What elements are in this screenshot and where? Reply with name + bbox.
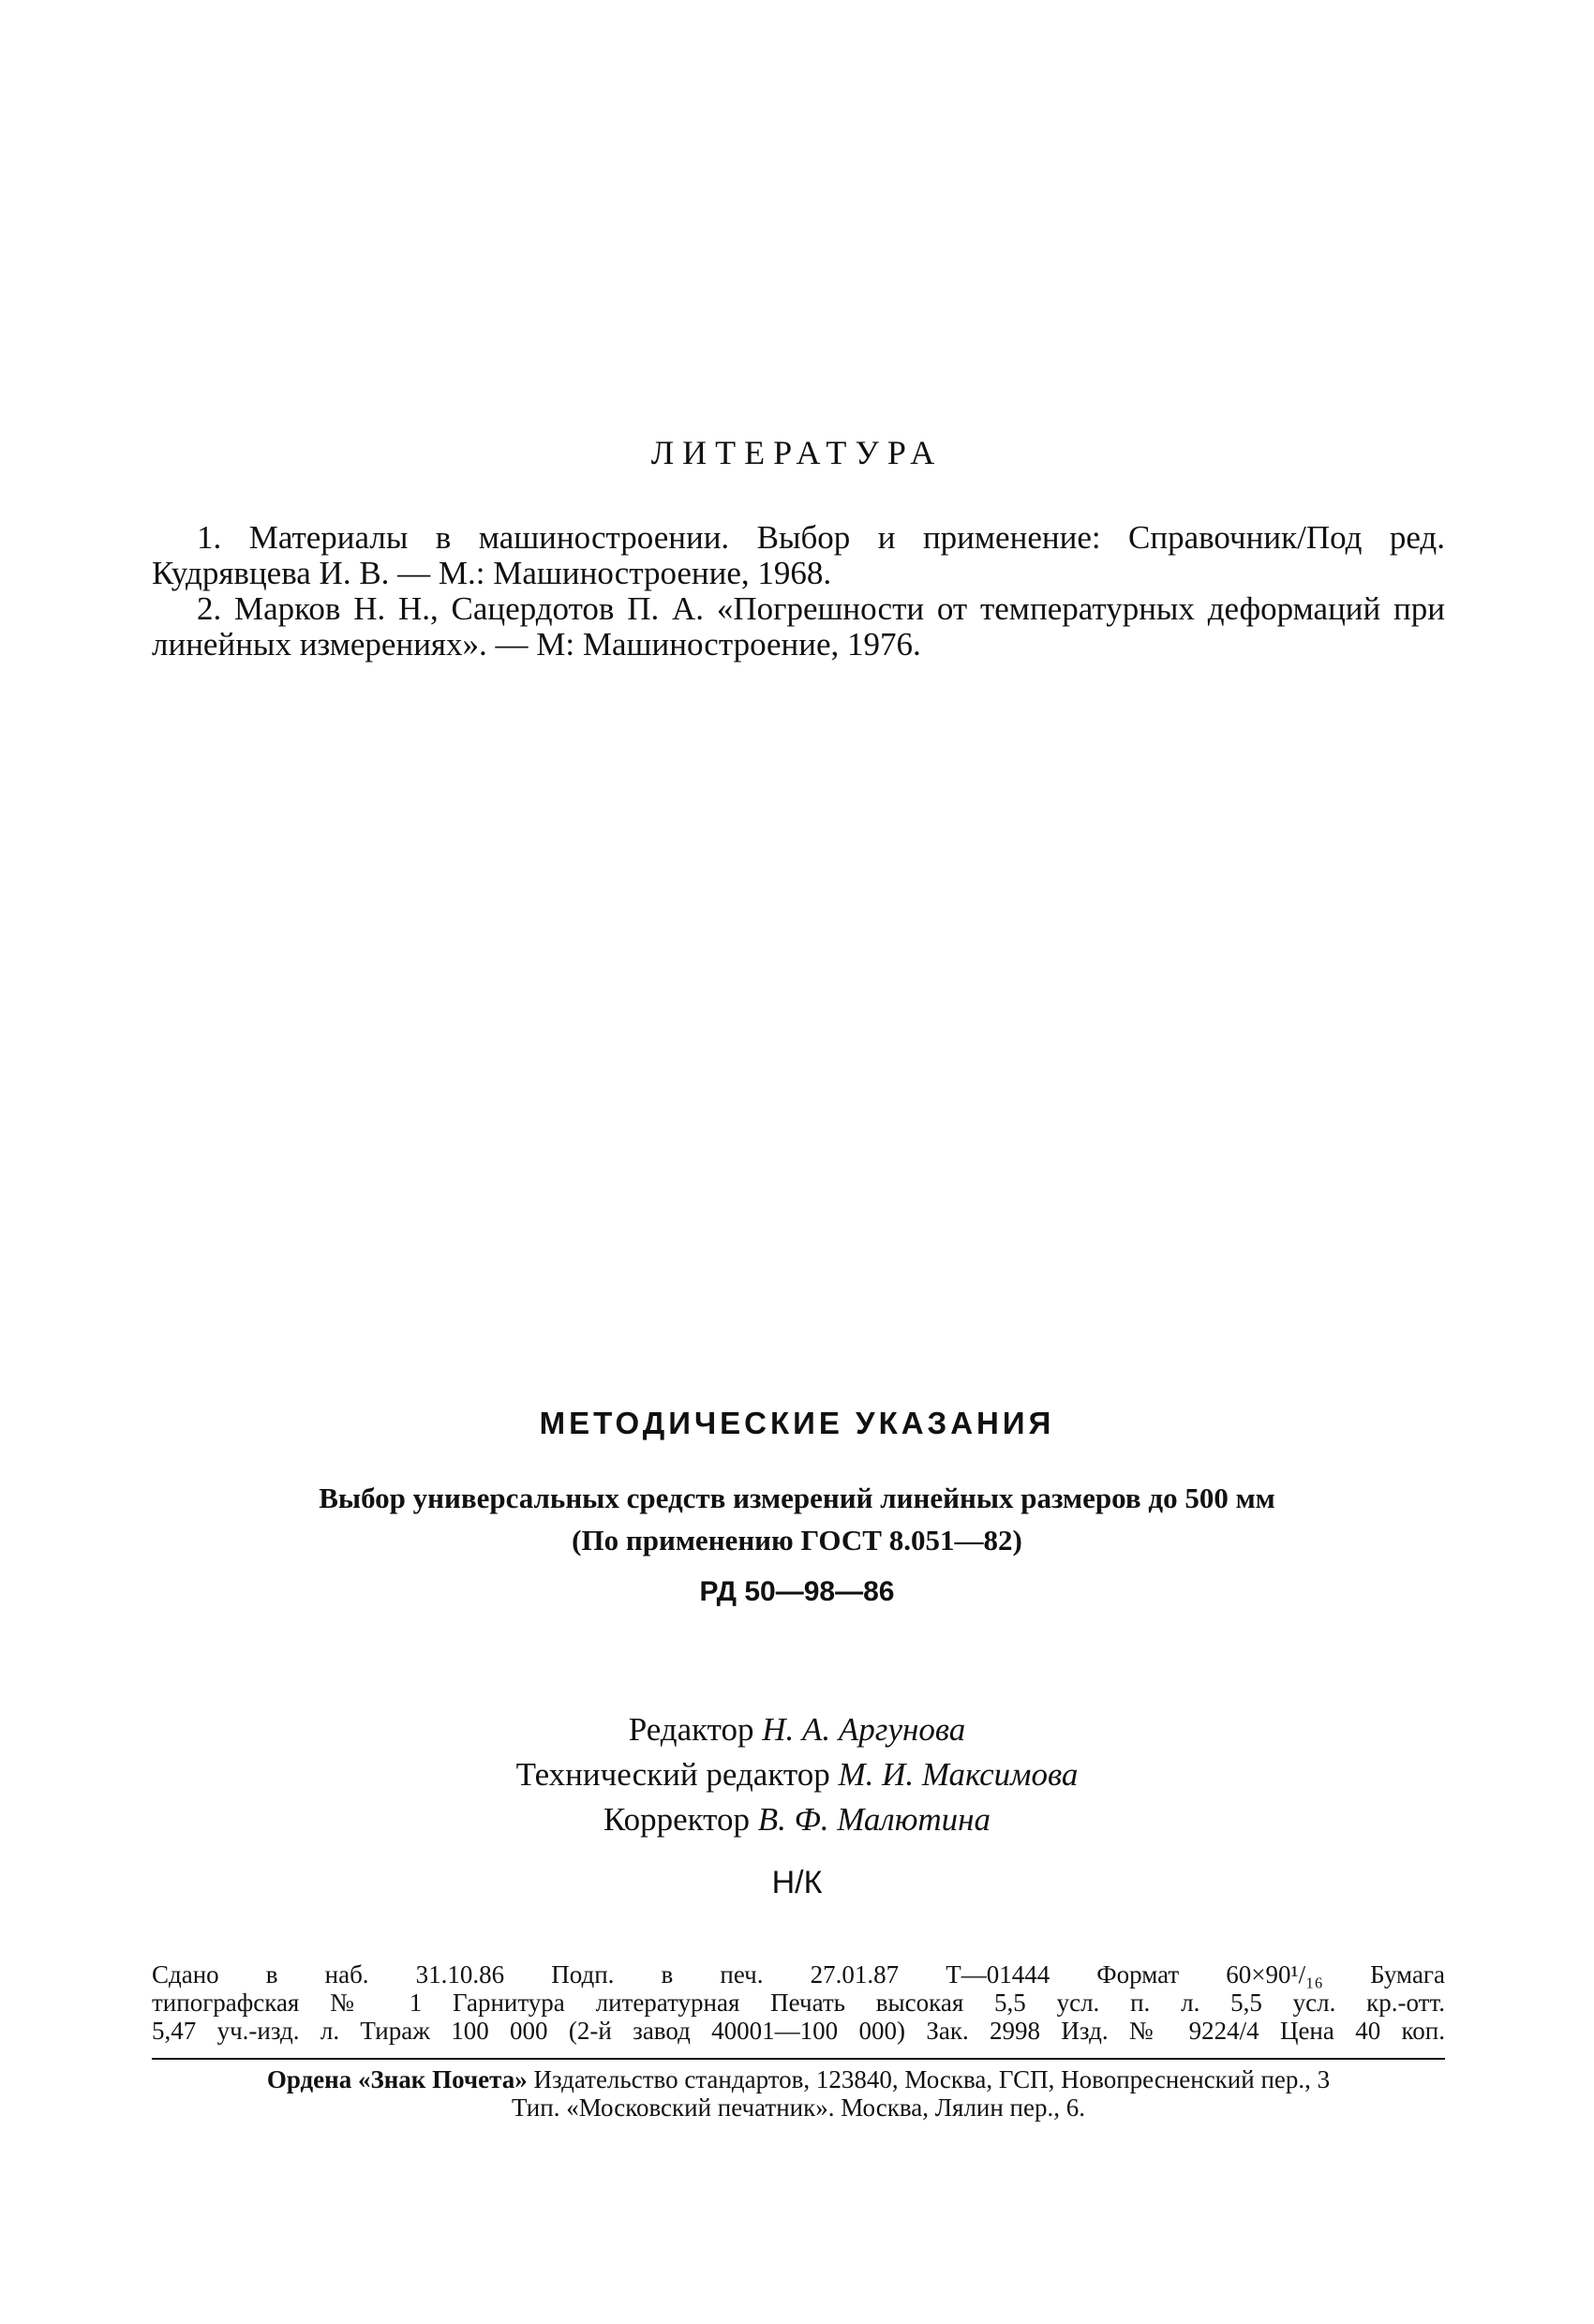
publisher-block (152, 2065, 1445, 2122)
imprint-line-1: Сдано в наб. 31.10.86 Подп. в печ. 27.01.87 Т—01444 Формат 60×90¹/₁₆ Бумага (152, 1960, 1445, 1989)
credit-role: Редактор (628, 1711, 754, 1748)
literature-list (152, 520, 1445, 663)
credits (0, 1707, 1594, 1842)
literature-item-2: 2. Марков Н. Н., Сацердотов П. А. «Погрешности от температурных деформаций при линейных измерениях». — М: Машиностроение, 1976. (152, 590, 1445, 663)
publisher-address: Издательство стандартов, 123840, Москва, ГСП, Новопресненский пер., 3 (527, 2065, 1331, 2093)
document-code: РД 50—98—86 (699, 1576, 895, 1607)
publisher-line-2: Тип. «Московский печатник». Москва, Лялин пер., 6. (511, 2093, 1085, 2122)
literature-title: ЛИТЕРАТУРА (650, 434, 944, 471)
credit-name: В. Ф. Малютина (757, 1801, 991, 1838)
credit-name: Н. А. Аргунова (762, 1711, 966, 1748)
guidelines-subtitle-line-2: (По применению ГОСТ 8.051—82) (572, 1524, 1022, 1557)
guidelines-subtitle-line-1: Выбор универсальных средств измерений линейных размеров до 500 мм (319, 1482, 1275, 1514)
hk-mark: Н/К (771, 1865, 823, 1900)
publisher-name: Ордена «Знак Почета» (266, 2065, 528, 2093)
credit-role: Технический редактор (515, 1756, 830, 1793)
literature-item-1: 1. Материалы в машиностроении. Выбор и применение: Справочник/Под ред. Кудрявцева И. В. — М.: Машиностроение, 1968. (152, 519, 1445, 591)
imprint-line-3: 5,47 уч.-изд. л. Тираж 100 000 (2-й завод 40001—100 000) Зак. 2998 Изд. № 9224/4 Цена 40 коп. (152, 2017, 1445, 2045)
imprint-line-2: типографская № 1 Гарнитура литературная Печать высокая 5,5 усл. п. л. 5,5 усл. кр.-отт. (152, 1989, 1445, 2017)
divider-rule (152, 2058, 1445, 2060)
guidelines-title: МЕТОДИЧЕСКИЕ УКАЗАНИЯ (539, 1406, 1055, 1440)
credit-name: М. И. Максимова (838, 1756, 1079, 1793)
credit-proofreader (0, 1797, 1594, 1842)
credit-technical-editor (0, 1752, 1594, 1797)
credit-editor (0, 1707, 1594, 1752)
guidelines-subtitle (0, 1477, 1594, 1561)
imprint-block (152, 1960, 1445, 2045)
publisher-line-1 (152, 2065, 1445, 2093)
credit-role: Корректор (603, 1801, 750, 1838)
